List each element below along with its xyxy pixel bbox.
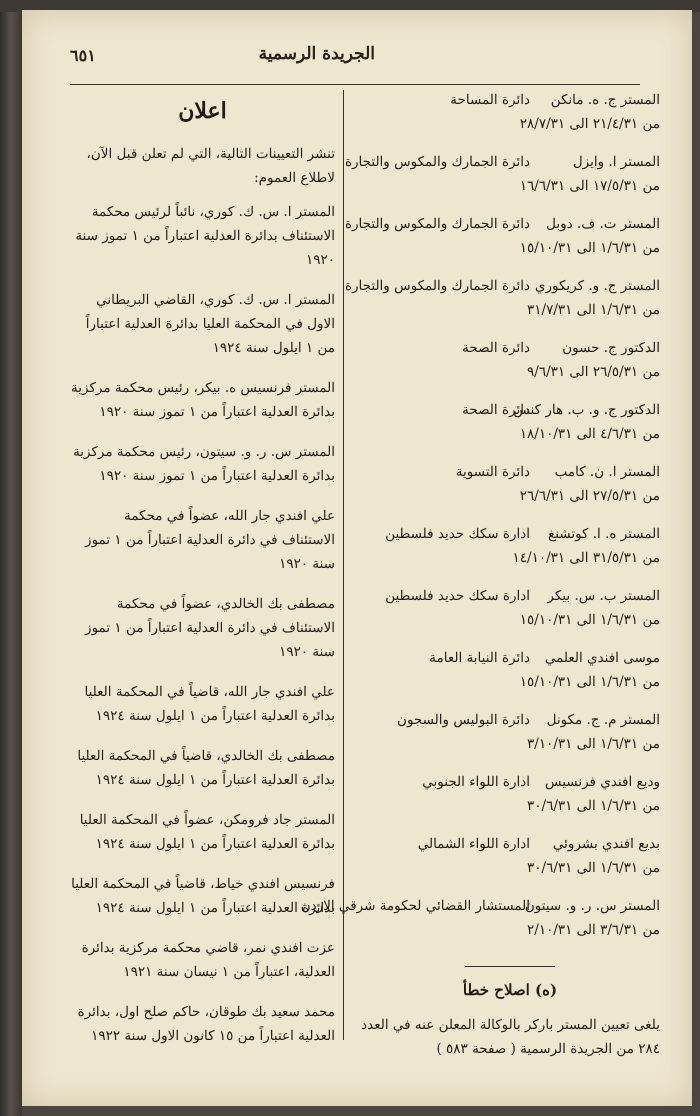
entry-department: دائرة الصحة	[462, 340, 530, 356]
appointments-list-column	[300, 92, 660, 1061]
appointment-entry	[360, 836, 660, 898]
entry-name: المستر ه. ا. كوتشنغ	[548, 526, 660, 542]
publication-title: الجريدة الرسمية	[258, 44, 375, 64]
entry-dates: من ٣١/٥/٣١ الى ١٤/١٠/٣١	[512, 550, 660, 566]
entry-department: دائرة التسوية	[455, 464, 530, 480]
appointment-entry	[360, 588, 660, 650]
entry-dates: من ١٧/٥/٣١ الى ١٦/٦/٣١	[519, 178, 660, 194]
appointment-entry	[344, 278, 660, 340]
entry-department: دائرة المساحة	[450, 92, 530, 108]
entry-name: موسى افندي العلمي	[544, 650, 660, 666]
entry-dates: من ٢١/٤/٣١ الى ٢٨/٧/٣١	[519, 116, 660, 132]
appointment-paragraph: محمد سعيد بك طوقان، حاكم صلح اول، بدائرة العدلية اعتباراً من ١٥ كانون الاول سنة ١٩٢٢	[77, 1004, 335, 1044]
entry-dates: من ١/٦/٣١ الى ٣٠/٦/٣١	[527, 860, 660, 876]
entry-name: المستر س. ر. و. سيتون	[524, 898, 660, 914]
entry-dates: من ١/٦/٣١ الى ٣٠/٦/٣١	[527, 798, 660, 814]
appointment-entry	[344, 216, 660, 278]
appointment-paragraph: مصطفى بك الخالدي، قاضياً في المحكمة العليا بدائرة العدلية اعتباراً من ١ ايلول سنة ١٩٢٤	[77, 748, 335, 788]
entry-dates: من ٣/٦/٣١ الى ٢/١٠/٣١	[527, 922, 660, 938]
appointment-paragraph: المستر جاد فرومكن، عضواً في المحكمة العليا بدائرة العدلية اعتباراً من ١ ايلول سنة ١٩٢٤	[79, 812, 335, 852]
appointment-entry	[300, 898, 660, 960]
entry-department: ادارة اللواء الجنوبي	[422, 774, 530, 790]
appointment-paragraph: المستر ا. س. ك. كوري، القاضي البريطاني الاول في المحكمة العليا بدائرة العدلية اعتباراً من ١ ايلول سنة ١٩٢٤	[85, 292, 335, 356]
entry-department: ادارة سكك حديد فلسطين	[385, 526, 530, 542]
appointment-paragraph: المستر س. ر. و. سيتون، رئيس محكمة مركزية بدائرة العدلية اعتباراً من ١ تموز سنة ١٩٢٠	[73, 444, 335, 484]
appointment-paragraph: عزت افندي نمر، قاضي محكمة مركزية بدائرة العدلية، اعتباراً من ١ نيسان سنة ١٩٢١	[81, 940, 335, 980]
book-binding	[0, 0, 22, 1116]
entry-dates: من ١/٦/٣١ الى ١٥/١٠/٣١	[519, 612, 660, 628]
correction-text: يلغى تعيين المستر باركر بالوكالة المعلن عنه في العدد ٢٨٤ من الجريدة الرسمية ( صفحة ٥٨٣ )	[361, 1017, 660, 1057]
entry-name: الدكتور ج. حسون	[562, 340, 660, 356]
entry-department: المستشار القضائي لحكومة شرقي الاردن	[300, 898, 530, 914]
entry-name: المستر ت. ف. دوبل	[546, 216, 660, 232]
appointment-entry	[360, 464, 660, 526]
entry-dates: من ١/٦/٣١ الى ١٥/١٠/٣١	[519, 674, 660, 690]
appointment-paragraph: علي افندي جار الله، قاضياً في المحكمة العليا بدائرة العدلية اعتباراً من ١ ايلول سنة ١٩٢٤	[84, 684, 335, 724]
entry-name: المستر ج. و. كريكوري	[534, 278, 660, 294]
entry-department: دائرة الصحة	[462, 402, 530, 418]
entry-dates: من ١/٦/٣١ الى ١٥/١٠/٣١	[519, 240, 660, 256]
page-header	[70, 40, 640, 80]
announcement-heading: اعلان	[178, 98, 227, 124]
appointment-entry	[344, 154, 660, 216]
entry-name: بديع افندي بشروئي	[552, 836, 660, 852]
entry-name: المستر ا. وايزل	[572, 154, 660, 170]
entry-name: المستر ب. س. بيكر	[547, 588, 660, 604]
appointment-entry	[360, 774, 660, 836]
entry-department: ادارة سكك حديد فلسطين	[385, 588, 530, 604]
entry-department: دائرة الجمارك والمكوس والتجارة	[344, 216, 530, 232]
appointment-entry	[360, 340, 660, 402]
appointment-entry	[360, 650, 660, 712]
appointment-paragraph: المستر ا. س. ك. كوري، نائباً لرئيس محكمة الاستئناف بدائرة العدلية اعتباراً من ١ تموز سنة ١٩٢٠	[75, 204, 335, 268]
correction-heading: (ه) اصلاح خطأ	[462, 981, 558, 999]
header-rule	[70, 84, 640, 85]
entry-name: المستر ج. ه. مانكن	[550, 92, 660, 108]
appointment-paragraph: علي افندي جار الله، عضواً في محكمة الاستئناف في دائرة العدلية اعتباراً من ١ تموز سنة ١٩٢٠	[85, 508, 335, 572]
entry-department: ادارة اللواء الشمالي	[417, 836, 530, 852]
entry-name: وديع افندي فرنسيس	[545, 774, 660, 790]
page-number: ٦٥١	[70, 46, 96, 65]
entry-department: دائرة الجمارك والمكوس والتجارة	[344, 154, 530, 170]
entry-dates: من ١/٦/٣١ الى ٣١/٧/٣١	[527, 302, 660, 318]
entry-dates: من ١/٦/٣١ الى ٣/١٠/٣١	[527, 736, 660, 752]
appointment-entry	[360, 526, 660, 588]
entry-dates: من ٢٦/٥/٣١ الى ٩/٦/٣١	[527, 364, 660, 380]
entry-dates: من ٢٧/٥/٣١ الى ٢٦/٦/٣١	[519, 488, 660, 504]
correction-section	[360, 966, 660, 1061]
appointment-entry	[360, 92, 660, 154]
entry-name: الدكتور ج. و. ب. هار كنس	[513, 402, 660, 418]
entry-dates: من ٤/٦/٣١ الى ١٨/١٠/٣١	[519, 426, 660, 442]
entry-department: دائرة النيابة العامة	[429, 650, 530, 666]
announcement-intro: تنشر التعيينات التالية، التي لم تعلن قبل الآن، لاطلاع العموم:	[86, 146, 335, 186]
entry-department: دائرة الجمارك والمكوس والتجارة	[344, 278, 530, 294]
appointment-entry	[360, 402, 660, 464]
entry-name: المستر ا. ن. كامب	[554, 464, 660, 480]
entry-department: دائرة البوليس والسجون	[397, 712, 530, 728]
section-separator	[465, 966, 555, 967]
appointment-paragraph: المستر فرنسيس ه. بيكر، رئيس محكمة مركزية بدائرة العدلية اعتباراً من ١ تموز سنة ١٩٢٠	[71, 380, 335, 420]
entry-name: المستر م. ج. مكونل	[546, 712, 660, 728]
appointment-paragraph: مصطفى بك الخالدي، عضواً في محكمة الاستئناف في دائرة العدلية اعتباراً من ١ تموز سنة ١٩٢٠	[85, 596, 335, 660]
appointment-paragraph: فرنسيس افندي خياط، قاضياً في المحكمة العليا بدائرة العدلية اعتباراً من ١ ايلول سنة ١٩٢٤	[71, 876, 335, 916]
appointment-entry	[360, 712, 660, 774]
announcement-column	[70, 92, 335, 1064]
